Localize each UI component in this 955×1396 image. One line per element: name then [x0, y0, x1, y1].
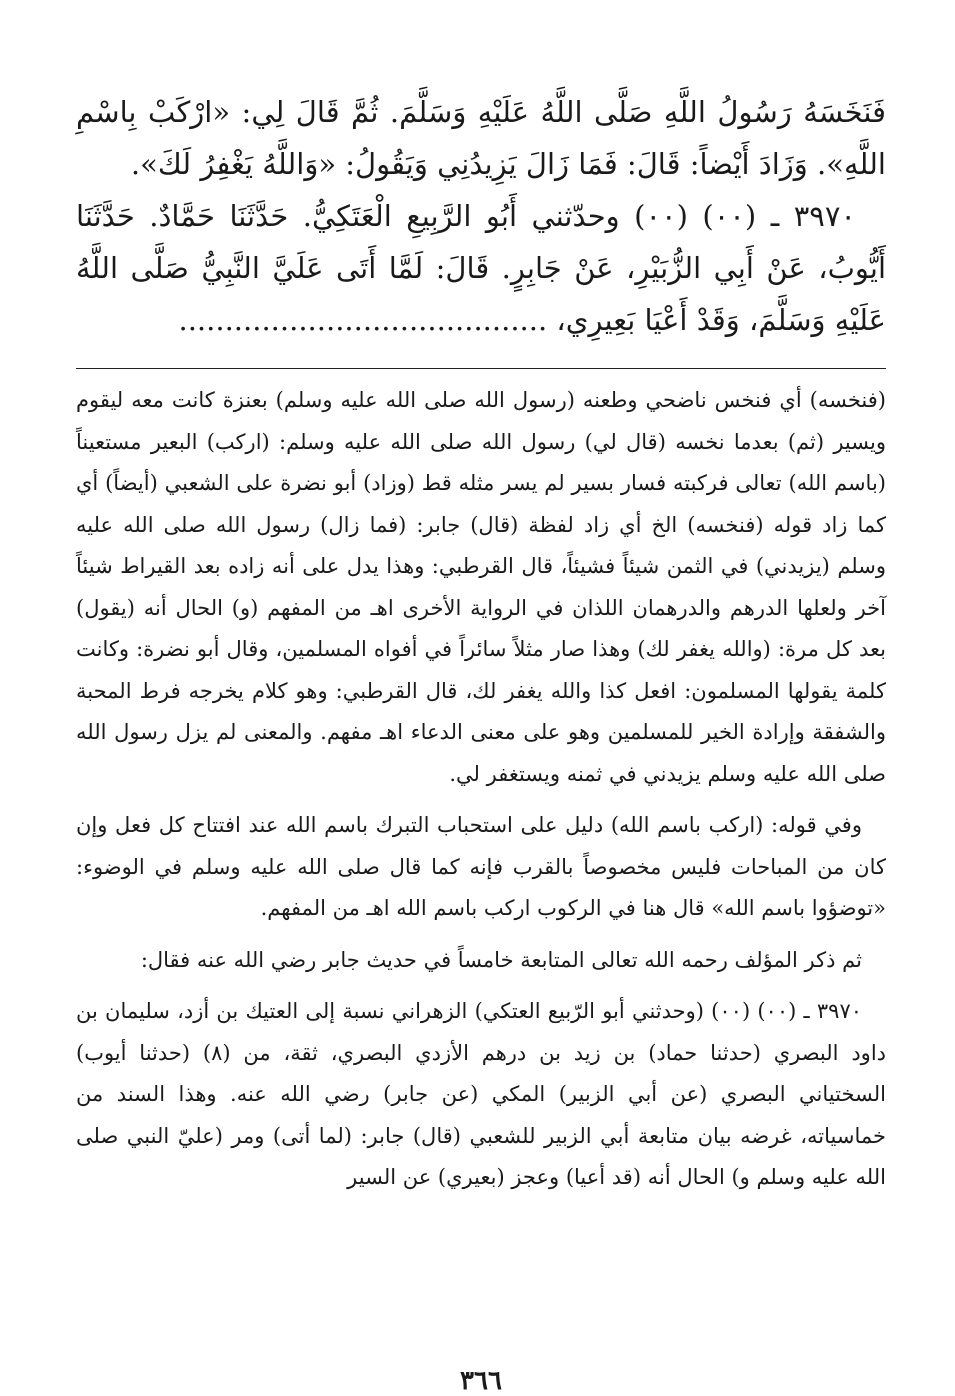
commentary-text: [76, 380, 886, 1199]
book-page: [76, 86, 887, 1396]
commentary-paragraph-2: وفي قوله: (اركب باسم الله) دليل على استحباب التبرك باسم الله عند افتتاح كل فعل وإن كان من المباحات فليس مخصوصاً بالقرب فإنه كما قال صلى الله عليه وسلم في الوضوء: «توضؤوا باسم الله» قال هنا في الركوب اركب باسم الله اهـ من المفهم.: [76, 813, 886, 920]
hadith-paragraph-2: [76, 190, 886, 346]
hadith-text: [76, 86, 886, 346]
page-number: ٣٦٦: [460, 1366, 502, 1396]
footnote-separator: [76, 368, 886, 369]
hadith-paragraph-1: فَنَخَسَهُ رَسُولُ اللَّهِ صَلَّى اللَّهُ عَلَيْهِ وَسَلَّمَ. ثُمَّ قَالَ لِي: «ارْكَبْ بِاسْمِ اللَّهِ». وَزَادَ أَيْضاً: قَالَ: فَمَا زَالَ يَزِيدُنِي وَيَقُولُ: «وَاللَّهُ يَغْفِرُ لَكَ».: [76, 95, 886, 181]
commentary-paragraph-1: (فنخسه) أي فنخس ناضحي وطعنه (رسول الله صلى الله عليه وسلم) بعنزة كانت معه ليقوم ويسير (ثم) بعدما نخسه (قال لي) رسول الله صلى الله عليه وسلم: (اركب) البعير مستعيناً (باسم الله) تعالى فركبته فسار بسير لم يسر مثله قط (وزاد) أبو نضرة على الشعبي (أيضاً) أي كما زاد قوله (فنخسه) الخ أي زاد لفظة (قال) جابر: (فما زال) رسول الله صلى الله عليه وسلم (يزيدني) في الثمن شيئاً فشيئاً، قال القرطبي: وهذا يدل على أنه زاده بعد القيراط شيئاً آخر ولعلها الدرهم والدرهمان اللذان في الرواية الأخرى اهـ من المفهم (و) الحال أنه (يقول) بعد كل مرة: (والله يغفر لك) وهذا صار مثلاً سائراً في أفواه المسلمين، وقال أبو نضرة: وكانت كلمة يقولها المسلمون: افعل كذا والله يغفر لك، قال القرطبي: وهو كلام يخرجه فرط المحبة والشفقة وإرادة الخير للمسلمين وهو على معنى الدعاء اهـ مفهم. والمعنى لم يزل رسول الله صلى الله عليه وسلم يزيدني في ثمنه ويستغفر لي.: [76, 388, 886, 786]
commentary-paragraph-3: ثم ذكر المؤلف رحمه الله تعالى المتابعة خامساً في حديث جابر رضي الله عنه فقال:: [140, 947, 862, 972]
hadith-ellipsis: ........................................: [178, 303, 548, 337]
hadith-paragraph-2-text: ٣٩٧٠ ـ (٠٠) (٠٠) وحدّثني أَبُو الرَّبِيعِ الْعَتَكِيُّ. حَدَّثَنَا حَمَّادٌ. حَدَّثَنَا أَيُّوبُ، عَنْ أَبِي الزُّبَيْرِ، عَنْ جَابِرٍ. قَالَ: لَمَّا أَتَى عَلَيَّ النَّبِيُّ صَلَّى اللَّهُ عَلَيْهِ وَسَلَّمَ، وَقَدْ أَعْيَا بَعِيرِي،: [76, 199, 886, 337]
commentary-paragraph-4: ٣٩٧٠ ـ (٠٠) (٠٠) (وحدثني أبو الرّبيع العتكي) الزهراني نسبة إلى العتيك بن أزد، سليمان بن داود البصري (حدثنا حماد) بن زيد بن درهم الأزدي البصري، ثقة، من (٨) (حدثنا أيوب) السختياني البصري (عن أبي الزبير) المكي (عن جابر) رضي الله عنه. وهذا السند من خماسياته، غرضه بيان متابعة أبي الزبير للشعبي (قال) جابر: (لما أتى) ومر (عليّ النبي صلى الله عليه وسلم و) الحال أنه (قد أعيا) وعجز (بعيري) عن السير: [76, 999, 887, 1189]
